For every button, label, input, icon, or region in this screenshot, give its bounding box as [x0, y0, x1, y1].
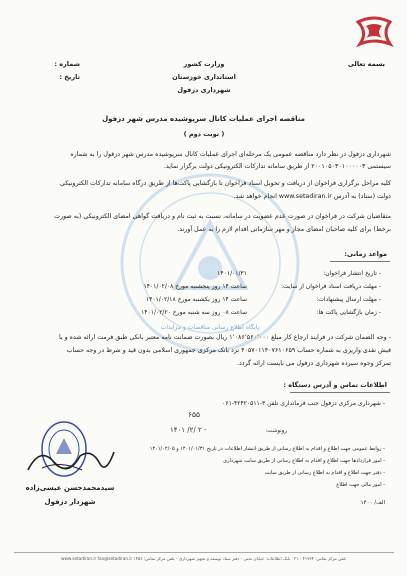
- document-subtitle: ( نوبت دوم ): [183, 130, 225, 138]
- document-title: مناقصه اجرای عملیات کانال سرپوشیده مدرس شهر دزفول: [102, 115, 305, 123]
- body-p3-l2: برخط) برای کلیه صاحبان امضای مجاز و مهر سازمانی اقدام لازم را به عمل آورند.: [177, 226, 391, 233]
- dates-heading-underline: [330, 261, 390, 262]
- date-row-submit-label: - مهلت ارسال پیشنهادات:: [316, 296, 381, 303]
- org-line-municipality: شهرداری دزفول: [177, 86, 231, 94]
- date-row-opening-label: - زمان بازگشایی پاکت ها:: [316, 309, 381, 316]
- body-p3-l1: متقاضیان شرکت در فراخوان در صورت عدم عضویت در سامانه، نسبت به ثبت نام و دریافت گواهی امضای الکترونیکی (به صورت: [54, 213, 391, 220]
- municipality-logo: [352, 12, 396, 50]
- signatory-role: شهردار دزفول: [44, 498, 96, 506]
- date-label: تاریخ :: [59, 73, 80, 81]
- handwritten-date: ۱۴۰۱ /۲/ ۲ -: [170, 426, 207, 434]
- distribution-l3: - دفتر جهت اطلاع و اقدام به اطلاع رسانی از طریق سایت: [264, 470, 385, 476]
- org-line-province: استانداری خوزستان: [172, 73, 236, 81]
- number-label: شماره :: [54, 60, 80, 68]
- distribution-label: رونوشت:: [265, 428, 287, 434]
- distribution-l4: - امور مالی جهت اطلاع: [336, 482, 385, 488]
- body-p1-l2: سیستمی ۲۰۰۱۰۵۰۳۰۱۰۰۰۰۰۳ از طریق سامانه تدارکات الکترونیکی دولت برگزار نماید.: [163, 163, 391, 170]
- org-line-ministry: وزارت کشور: [183, 60, 225, 68]
- distribution-l2: - امور قراردادها جهت اطلاع و اقدام به اطلاع رسانی از طریق سایت شهرداری: [223, 458, 385, 464]
- body-p2-l2: دولت (ستاد) به آدرس www.setadiran.ir انجام خواهد شد.: [233, 193, 391, 200]
- footer-divider: [14, 552, 394, 553]
- contact-line: - شهرداری مرکزی دزفول جنب فرمانداری تلفن ۳-۴۲۴۲۰۵۱۱-۰۶۱: [222, 400, 385, 407]
- body-p1-l1: شهرداری دزفول در نظر دارد مناقصه عمومی یک مرحله‌ای اجرای عملیات کانال سرپوشیده مدرس شهر دزفول را به شماره: [70, 151, 391, 158]
- handwritten-signature: [20, 440, 120, 480]
- guarantee-l2: فیش نقدی واریزی به شماره حساب ۴۰۵۷۰۱۱۴۰۷۶۱۰۶۵۹ نزد بانک مرکزی جمهوری اسلامی بدون قید و شرط در وجه حساب: [66, 347, 391, 354]
- handwritten-number: ۶۵۵: [188, 410, 201, 419]
- contact-heading-underline: [290, 392, 390, 393]
- guarantee-l1: - وجه الضمان شرکت در فرایند ارجاع کار مبلغ ۱٬۰۸۶٬۵۶۰٬۰۰۰ ریال بصورت ضمانت نامه معتبر بانکی طبق فرمت ارائه شده و یا: [58, 334, 391, 341]
- body-p2-l1: کلیه مراحل برگزاری فراخوان از دریافت و تحویل اسناد فراخوان تا بازگشایی پاکت‌ها از طریق درگاه سامانه تدارکات الکترونیکی: [60, 180, 391, 187]
- signatory-name: سیدمحمدحسن عیسی‌زاده: [25, 484, 115, 492]
- date-row-docs-value: ساعت ۱۴ روز پنجشنبه مورخ ۱۴۰۱/۰۲/۰۸: [143, 283, 247, 290]
- date-row-submit-value: ساعت ۱۴ روز یکشنبه مورخ ۱۴۰۱/۰۲/۱۸: [145, 296, 247, 303]
- contact-heading: اطلاعات تماس و آدرس دستگاه :: [283, 381, 387, 389]
- invocation-text: بسمه تعالی: [347, 60, 385, 68]
- date-row-docs-label: - مهلت دریافت اسناد فراخوان از سایت:: [280, 283, 381, 290]
- dates-heading: مواعد زمانی:: [344, 250, 387, 258]
- footer-text: www.setadiran.ir fax@setadiran.ir تلفن مرکز تماس: ۴۱۹۳۴ - ۰۲۱ بانک اطلاعات: خیابان تختی - دفتر ستاد توسعه و تجهیز شهرداری - تلفن مرکز تماس: ۱۴۵۶: [61, 556, 346, 561]
- date-row-publish-value: ۱۴۰۱/۰۱/۳۱: [217, 270, 247, 277]
- date-row-opening-value: ساعت ۰۸ روز سه شنبه مورخ ۱۴۰۱/۰۲/۲۰: [141, 309, 247, 316]
- distribution-ref: الف/ ۱۴۰۰: [360, 500, 385, 506]
- watermark-caption: پایگاه اطلاع رسانی مناقصات و مزایدات: [160, 324, 260, 331]
- guarantee-l3: تمرکز وجوه سپرده شهرداری دزفول می بایست ارائه گردد.: [236, 360, 391, 367]
- date-row-publish-label: - تاریخ انتشار فراخوان:: [323, 270, 381, 277]
- distribution-l1: - روابط عمومی جهت اطلاع و اقدام به اطلاع رسانی از طریق انتشار اطلاعات در تاریخ ۱۴۰۱/۰۱/۳۱ و ۱۴۰۱/۰۲/۰۵: [149, 446, 385, 452]
